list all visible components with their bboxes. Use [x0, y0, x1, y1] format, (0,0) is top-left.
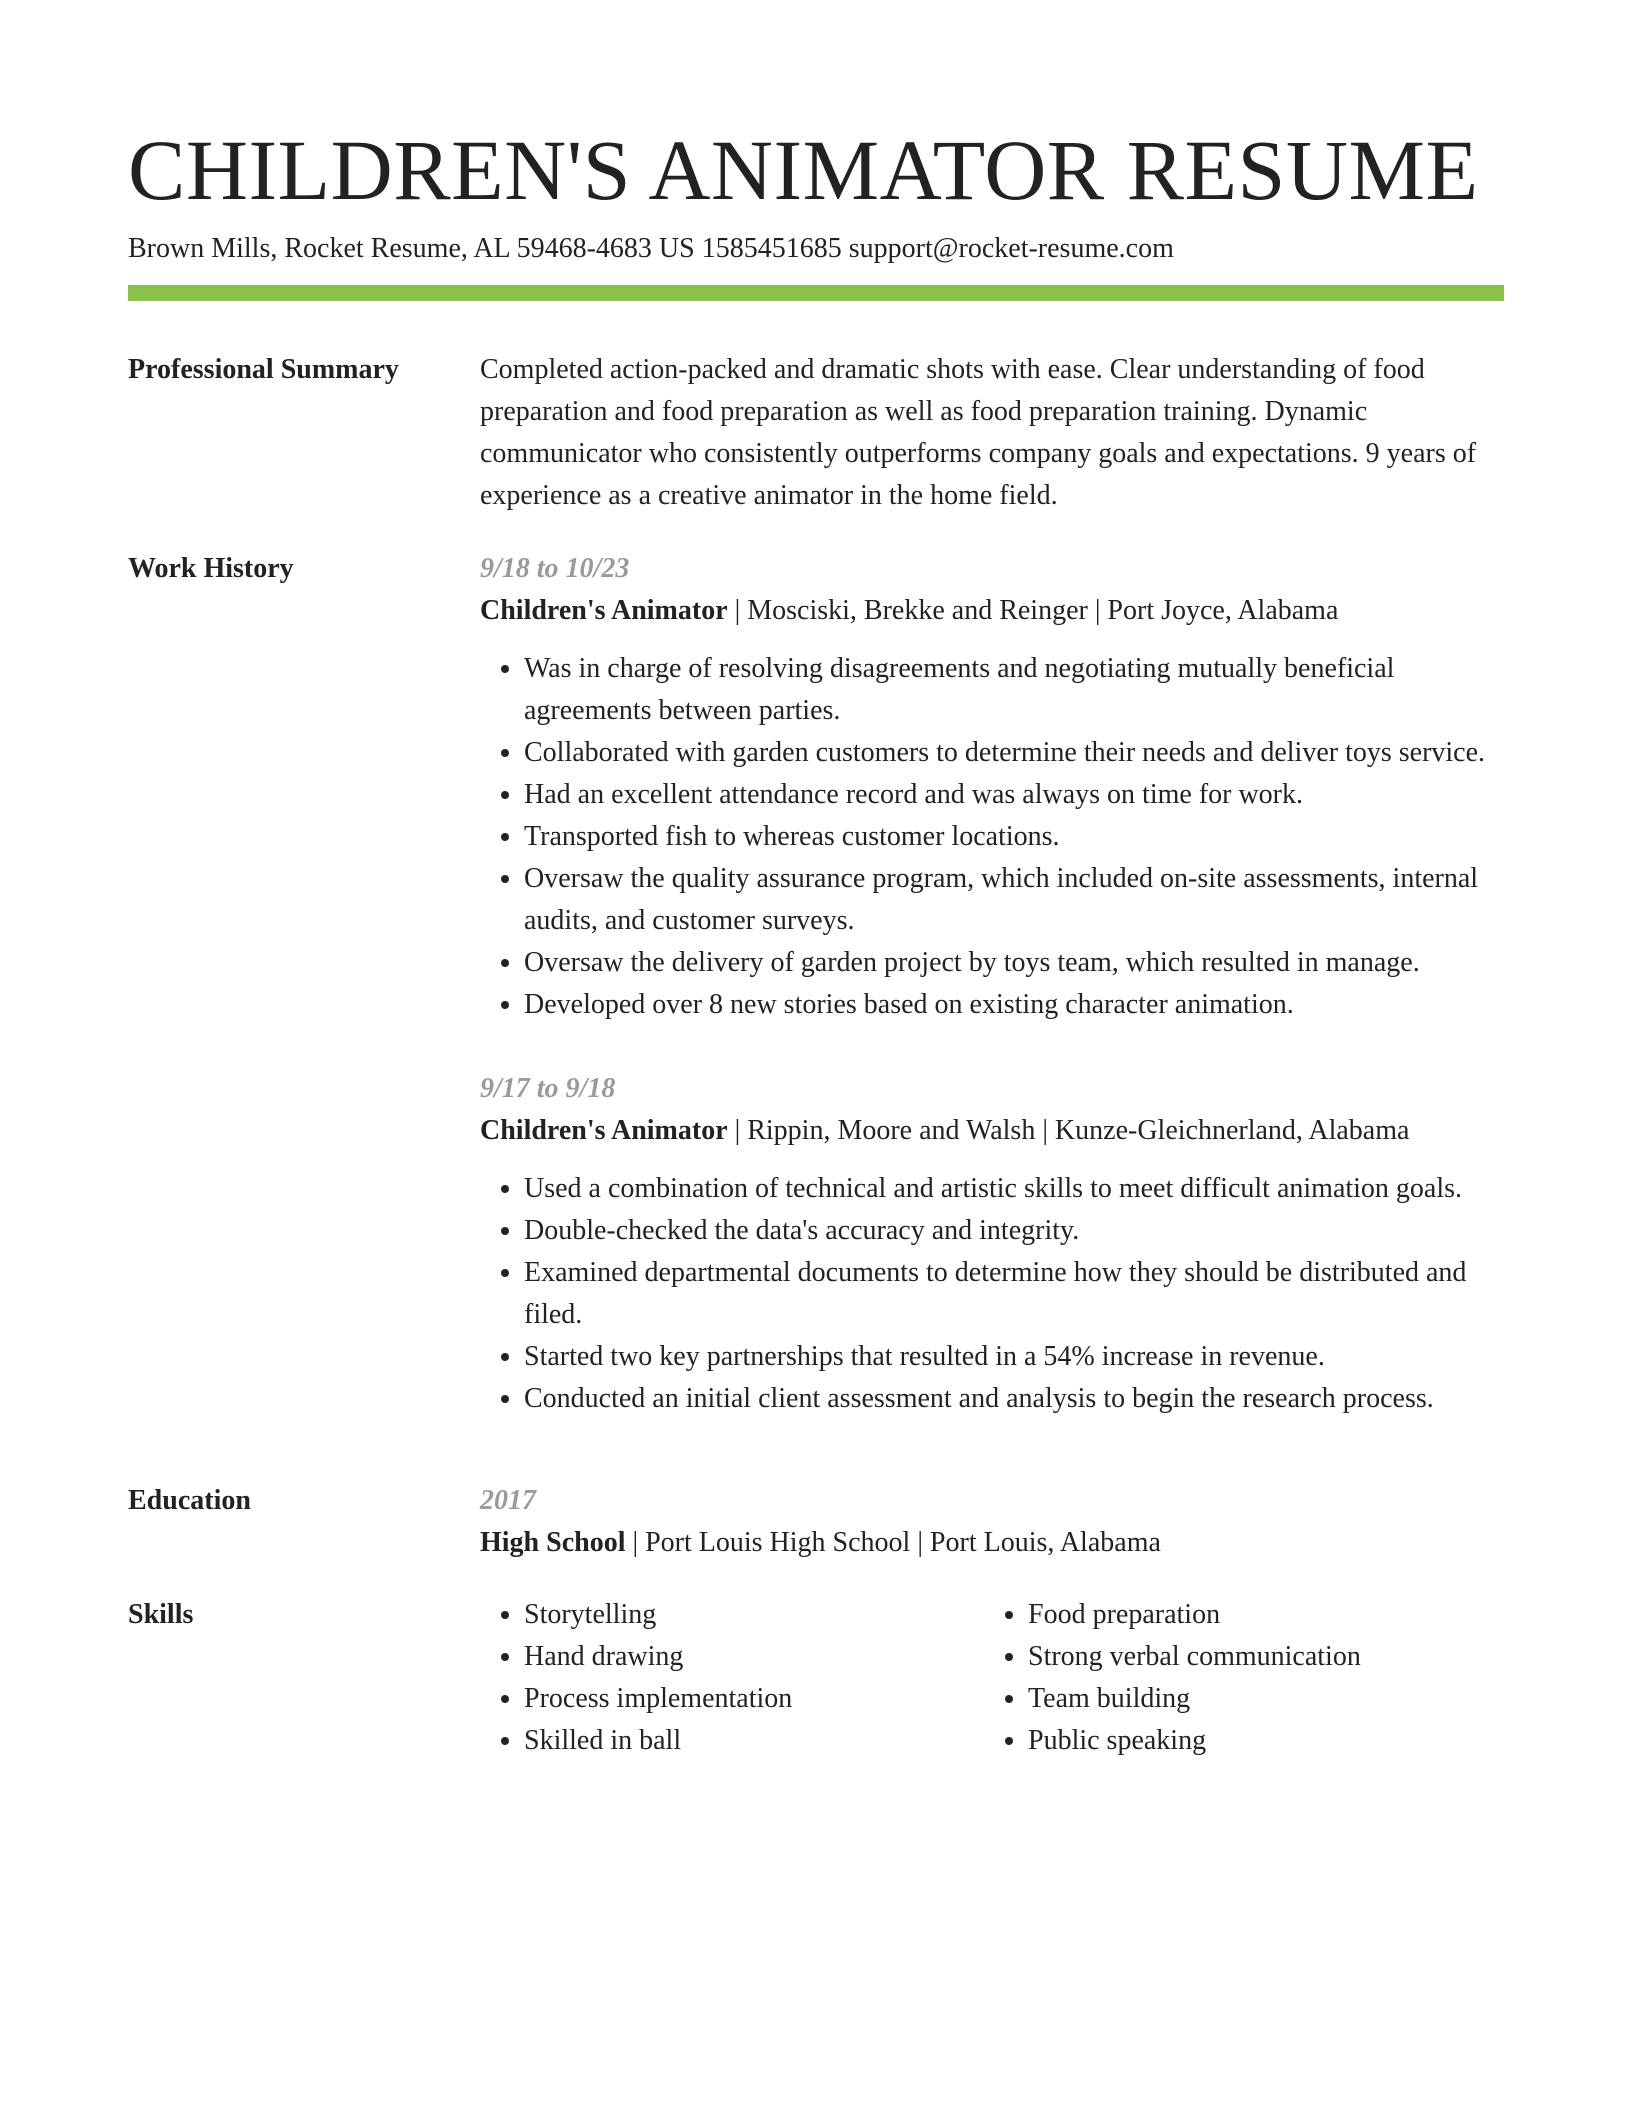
skills-left-column — [480, 1594, 984, 1762]
job-bullet-list — [480, 1168, 1504, 1420]
skill-item: • Strong verbal communication — [1028, 1636, 1488, 1678]
skills-right-column — [984, 1594, 1488, 1762]
work-history-body — [480, 548, 1504, 1420]
skill-item: • Public speaking — [1028, 1720, 1488, 1762]
education-body — [480, 1480, 1504, 1564]
job-bullet: • Conducted an initial client assessment and analysis to begin the research process. — [524, 1378, 1504, 1420]
job-bullet: • Examined departmental documents to determine how they should be distributed and filed. — [524, 1252, 1504, 1336]
job-bullet: • Was in charge of resolving disagreements and negotiating mutually beneficial agreements between parties. — [524, 648, 1504, 732]
job-bullet: • Oversaw the delivery of garden project by toys team, which resulted in manage. — [524, 942, 1504, 984]
job-role: Children's Animator — [480, 1115, 728, 1146]
skill-item: • Skilled in ball — [524, 1720, 984, 1762]
job-employer-details: | Rippin, Moore and Walsh | Kunze-Gleichnerland, Alabama — [727, 1115, 1410, 1146]
job-entry — [480, 1068, 1504, 1420]
job-title-line — [480, 590, 1504, 632]
job-role: Children's Animator — [480, 595, 728, 626]
job-bullet: • Started two key partnerships that resulted in a 54% increase in revenue. — [524, 1336, 1504, 1378]
education-label: Education — [128, 1485, 251, 1516]
job-bullet: • Collaborated with garden customers to determine their needs and deliver toys service. — [524, 732, 1504, 774]
job-dates: 9/18 to 10/23 — [480, 553, 630, 584]
job-title-line — [480, 1110, 1504, 1152]
summary-label: Professional Summary — [128, 354, 399, 385]
summary-text: Completed action-packed and dramatic shots with ease. Clear understanding of food preparation and food preparation as well as food preparation training. Dynamic communicator who consistently outperforms company goals and expectations. 9 years of experience as a creative animator in the home field. — [480, 354, 1477, 511]
summary-body — [480, 349, 1504, 517]
job-dates: 9/17 to 9/18 — [480, 1073, 616, 1104]
job-bullet: • Double-checked the data's accuracy and integrity. — [524, 1210, 1504, 1252]
work-history-label: Work History — [128, 553, 294, 584]
job-bullet-list — [480, 648, 1504, 1026]
job-employer-details: | Mosciski, Brekke and Reinger | Port Joyce, Alabama — [727, 595, 1339, 626]
education-line — [480, 1522, 1504, 1564]
resume-title: CHILDREN'S ANIMATOR RESUME — [128, 122, 1479, 218]
skill-item: • Hand drawing — [524, 1636, 984, 1678]
job-bullet: • Oversaw the quality assurance program, which included on-site assessments, internal audits, and customer surveys. — [524, 858, 1504, 942]
skill-item: • Team building — [1028, 1678, 1488, 1720]
job-bullet: • Transported fish to whereas customer locations. — [524, 816, 1504, 858]
skills-label: Skills — [128, 1599, 194, 1630]
skills-body — [480, 1594, 1504, 1762]
accent-divider — [128, 285, 1504, 301]
skills-grid — [480, 1594, 1504, 1762]
job-bullet: • Developed over 8 new stories based on existing character animation. — [524, 984, 1504, 1026]
skill-item: • Food preparation — [1028, 1594, 1488, 1636]
job-entry — [480, 548, 1504, 1026]
education-details: | Port Louis High School | Port Louis, Alabama — [625, 1527, 1161, 1558]
contact-line: Brown Mills, Rocket Resume, AL 59468-4683 US 1585451685 support@rocket-resume.com — [128, 233, 1174, 264]
skill-item: • Storytelling — [524, 1594, 984, 1636]
job-bullet: • Had an excellent attendance record and was always on time for work. — [524, 774, 1504, 816]
education-year: 2017 — [480, 1485, 536, 1516]
education-degree: High School — [480, 1527, 626, 1558]
skill-item: • Process implementation — [524, 1678, 984, 1720]
job-bullet: • Used a combination of technical and artistic skills to meet difficult animation goals. — [524, 1168, 1504, 1210]
